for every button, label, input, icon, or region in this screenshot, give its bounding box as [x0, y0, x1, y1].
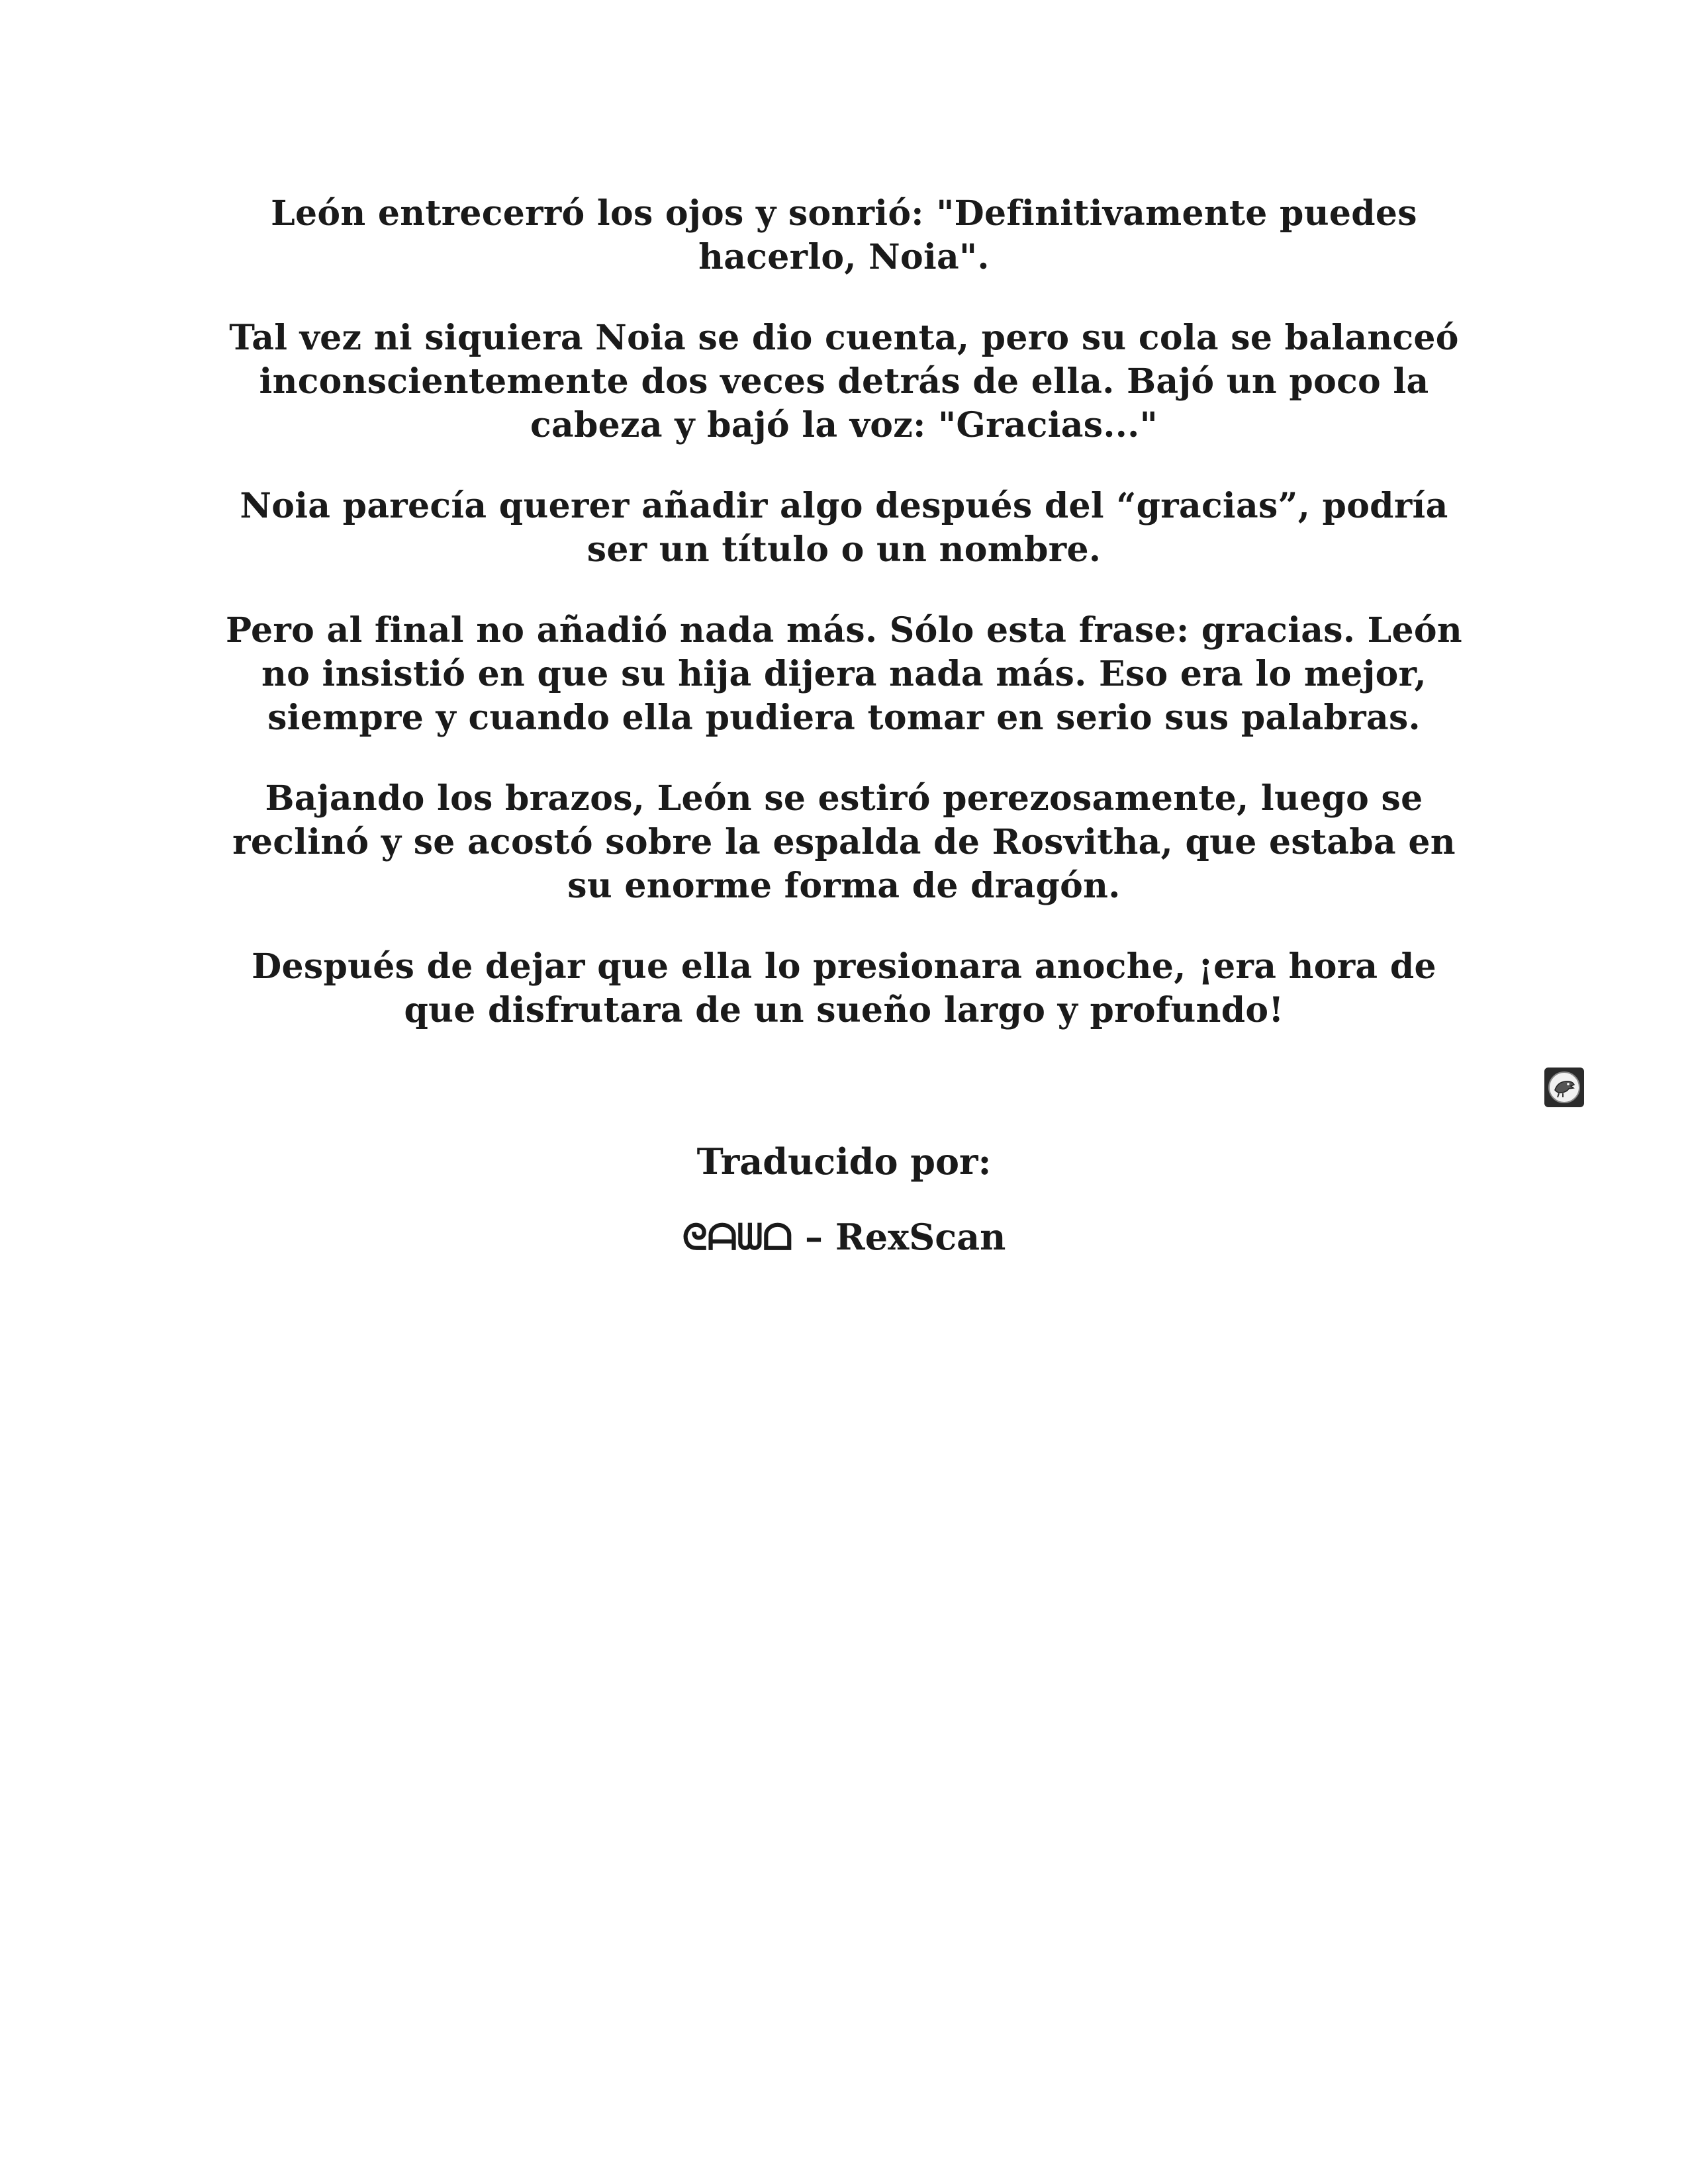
paragraph: Tal vez ni siquiera Noia se dio cuenta, pero su cola se balanceó inconscientemente dos veces detrás de ella. Bajó un poco la cabeza y bajó la voz: "Gracias...": [229, 318, 1459, 445]
paragraph: Pero al final no añadió nada más. Sólo esta frase: gracias. León no insistió en que su hija dijera nada más. Eso era lo mejor, siempre y cuando ella pudiera tomar en serio sus palabras.: [226, 610, 1462, 738]
translation-credits: [225, 1138, 1463, 1260]
translator-name: ᘓᗩᗯᗝ – RexScan: [682, 1216, 1006, 1258]
story-text: [225, 192, 1463, 1069]
paragraph: Después de dejar que ella lo presionara anoche, ¡era hora de que disfrutara de un sueño largo y profundo!: [252, 946, 1436, 1030]
rex-dinosaur-logo-icon: [1544, 1068, 1584, 1107]
paragraph: Bajando los brazos, León se estiró perezosamente, luego se reclinó y se acostó sobre la espalda de Rosvitha, que estaba en su enorme forma de dragón.: [232, 778, 1456, 906]
paragraph: Noia parecía querer añadir algo después del “gracias”, podría ser un título o un nombre.: [240, 486, 1448, 570]
paragraph: León entrecerró los ojos y sonrió: "Definitivamente puedes hacerlo, Noia".: [271, 193, 1417, 277]
credits-heading: Traducido por:: [696, 1140, 992, 1183]
rex-dinosaur-icon: [1547, 1070, 1581, 1105]
